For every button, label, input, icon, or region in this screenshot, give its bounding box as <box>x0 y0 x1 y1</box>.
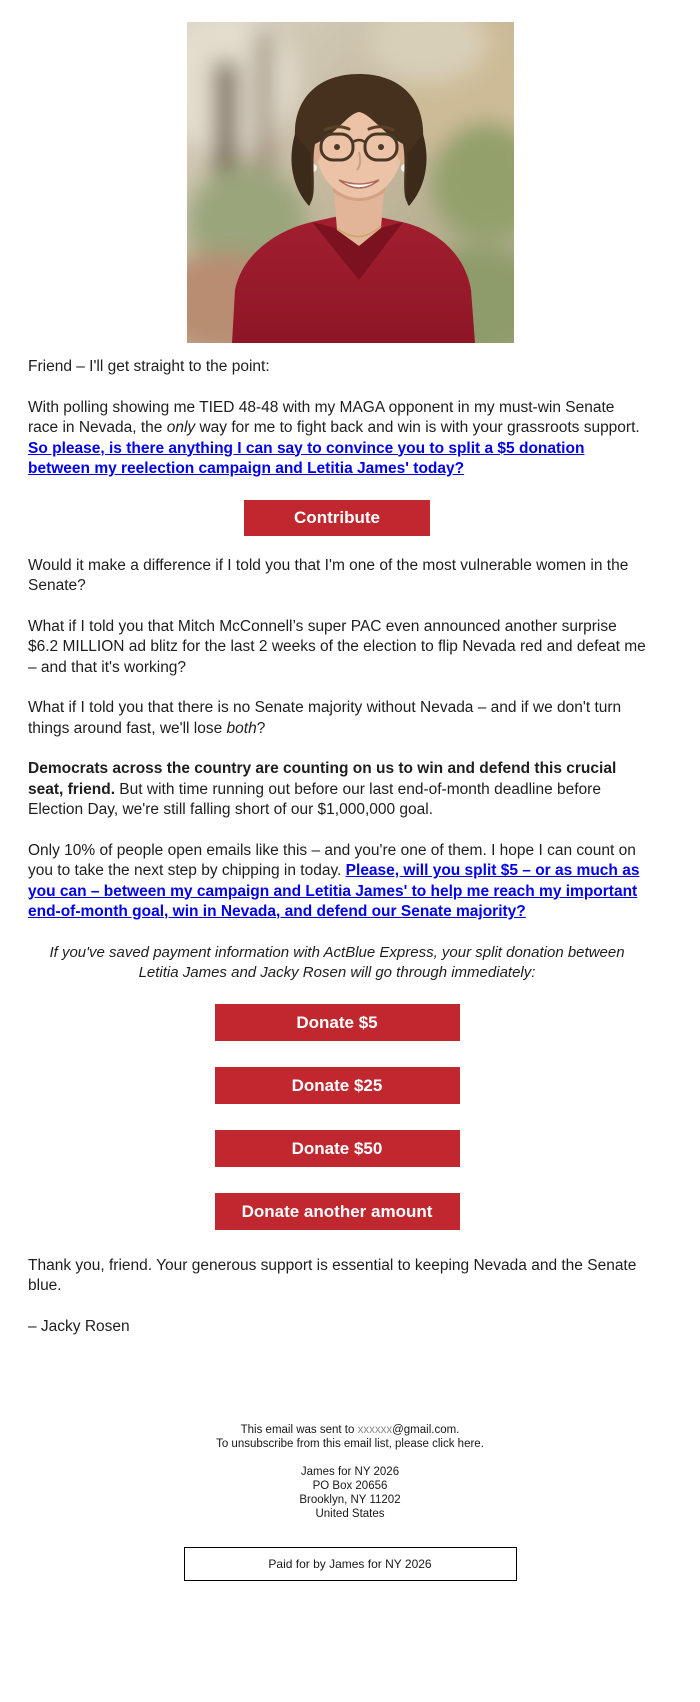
address-line: James for NY 2026 <box>300 1466 400 1478</box>
paragraph-thanks <box>28 1256 646 1297</box>
donation-link[interactable]: So please, is there anything I can say to convince you to split a $5 donation between my reelection campaign and Letitia James' today? <box>28 439 585 477</box>
paragraph-majority <box>28 698 646 739</box>
paragraph-only10 <box>28 841 646 923</box>
signature <box>28 1317 646 1338</box>
bottom-whitespace <box>0 1581 700 1645</box>
text-segment: But with time running out before our last end-of-month deadline before Election Day, we're still falling short of our $1,000,000 goal. <box>28 780 601 818</box>
text-segment: only <box>166 419 196 436</box>
address-line: United States <box>315 1508 385 1520</box>
candidate-photo <box>187 22 514 343</box>
paragraph-democrats <box>28 759 646 821</box>
text-segment: If you've saved payment information with ActBlue Express, your split donation between Letitia James and Jacky Rosen will go through immediately: <box>49 943 625 981</box>
text-segment: Only 10% of people open emails like this – and you're one of them. I hope I can count on you to take the next step by chipping in today. <box>28 841 636 879</box>
text-segment: way for me to fight back and win is with your grassroots support. <box>195 419 640 436</box>
donate-button-3[interactable]: Donate $50 <box>215 1130 460 1167</box>
text-segment: . <box>480 1438 484 1450</box>
paragraph-greeting <box>28 357 646 378</box>
postal-address <box>0 1465 700 1521</box>
unsubscribe-line <box>0 1437 700 1451</box>
text-segment: Thank you, friend. Your generous support is essential to keeping Nevada and the Senate blue. <box>28 1256 637 1294</box>
address-line: PO Box 20656 <box>312 1480 388 1492</box>
donation-link[interactable]: Please, will you split $5 – or as much as you can – between my campaign and Letitia James' to help me reach my important end-of-month goal, win in Nevada, and defend our Senate majority? <box>28 862 640 920</box>
donate-button-2[interactable]: Donate $25 <box>215 1067 460 1104</box>
text-segment: xxxxxx <box>357 1424 393 1436</box>
text-segment: ? <box>256 719 266 737</box>
paragraph-mcconnell <box>28 617 646 679</box>
sent-to-line <box>0 1423 700 1437</box>
unsubscribe-link[interactable]: click here <box>432 1438 481 1450</box>
text-segment: Democrats across the country are counting on us to win and defend this crucial seat, friend. <box>28 760 617 798</box>
donate-buttons <box>28 1004 646 1230</box>
contribute-button[interactable]: Contribute <box>244 500 430 536</box>
text-segment: This email was sent to <box>240 1424 358 1436</box>
text-segment: @gmail.com. <box>392 1424 460 1436</box>
text-segment: – Jacky Rosen <box>28 1317 130 1335</box>
text-segment: To unsubscribe from this email list, please <box>216 1438 433 1450</box>
email-footer <box>0 1423 700 1581</box>
candidate-photo-illustration <box>187 22 514 343</box>
address-line: Brooklyn, NY 11202 <box>299 1494 401 1506</box>
text-segment: What if I told you that there is no Senate majority without Nevada – and if we don't turn things around fast, we'll lose <box>28 699 622 737</box>
text-segment: Would it make a difference if I told you that I'm one of the most vulnerable women in the Senate? <box>28 556 629 594</box>
paid-for-disclaimer: Paid for by James for NY 2026 <box>184 1547 517 1581</box>
donate-button-1[interactable]: Donate $5 <box>215 1004 460 1041</box>
text-segment: With polling showing me TIED 48-48 with my MAGA opponent in my must-win Senate race in Nevada, the <box>28 398 615 436</box>
donate-button-4[interactable]: Donate another amount <box>215 1193 460 1230</box>
text-segment: Friend – I'll get straight to the point: <box>28 358 270 375</box>
actblue-express-note <box>28 943 646 984</box>
text-segment: What if I told you that Mitch McConnell’s super PAC even announced another surprise $6.2 MILLION ad blitz for the last 2 weeks of the election to flip Nevada red and defeat me – and that it's working? <box>28 617 646 676</box>
paragraph-difference <box>28 556 646 597</box>
text-segment: both <box>226 719 257 737</box>
email-content <box>0 357 700 1337</box>
paragraph-polling <box>28 398 646 480</box>
